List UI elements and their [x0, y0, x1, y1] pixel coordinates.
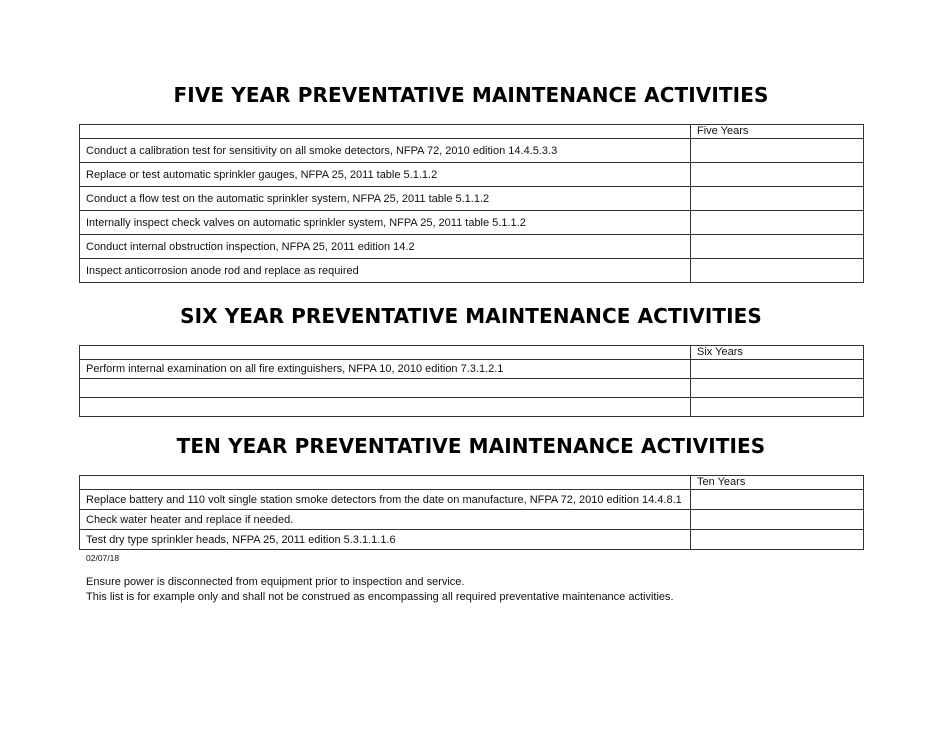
five-year-title: FIVE YEAR PREVENTATIVE MAINTENANCE ACTIVITIES: [173, 83, 769, 107]
table-row: [80, 530, 864, 550]
activity-cell: Conduct internal obstruction inspection, NFPA 25, 2011 edition 14.2: [80, 235, 691, 259]
check-cell[interactable]: [691, 211, 864, 235]
table-row: [80, 187, 864, 211]
six-year-table: [79, 345, 864, 417]
check-cell[interactable]: [691, 510, 864, 530]
table-row: [80, 510, 864, 530]
activity-cell: Test dry type sprinkler heads, NFPA 25, 2011 edition 5.3.1.1.1.6: [80, 530, 691, 550]
activity-cell: Conduct a flow test on the automatic sprinkler system, NFPA 25, 2011 table 5.1.1.2: [80, 187, 691, 211]
activity-header-cell: [80, 346, 691, 360]
activity-cell: Check water heater and replace if needed.: [80, 510, 691, 530]
six-years-header: Six Years: [691, 346, 864, 360]
table-row: [80, 163, 864, 187]
table-row: [80, 379, 864, 398]
table-header-row: [80, 125, 864, 139]
table-row: [80, 360, 864, 379]
check-cell[interactable]: [691, 530, 864, 550]
ten-years-header: Ten Years: [691, 476, 864, 490]
check-cell[interactable]: [691, 259, 864, 283]
check-cell[interactable]: [691, 360, 864, 379]
activity-cell: Internally inspect check valves on automatic sprinkler system, NFPA 25, 2011 table 5.1.1.2: [80, 211, 691, 235]
table-header-row: [80, 346, 864, 360]
power-disconnect-note: Ensure power is disconnected from equipment prior to inspection and service.: [86, 576, 465, 588]
six-year-title: SIX YEAR PREVENTATIVE MAINTENANCE ACTIVITIES: [180, 304, 762, 328]
activity-cell: Replace battery and 110 volt single station smoke detectors from the date on manufacture, NFPA 72, 2010 edition 14.4.8.1: [80, 490, 691, 510]
table-row: [80, 211, 864, 235]
activity-header-cell: [80, 125, 691, 139]
check-cell[interactable]: [691, 187, 864, 211]
check-cell[interactable]: [691, 235, 864, 259]
check-cell[interactable]: [691, 163, 864, 187]
five-year-table: [79, 124, 864, 283]
table-row: [80, 139, 864, 163]
table-row: [80, 490, 864, 510]
ten-year-table: [79, 475, 864, 550]
table-row: [80, 259, 864, 283]
table-row: [80, 398, 864, 417]
activity-cell: Perform internal examination on all fire extinguishers, NFPA 10, 2010 edition 7.3.1.2.1: [80, 360, 691, 379]
footer-notes: [86, 575, 674, 605]
five-years-header: Five Years: [691, 125, 864, 139]
table-header-row: [80, 476, 864, 490]
ten-year-title: TEN YEAR PREVENTATIVE MAINTENANCE ACTIVITIES: [176, 434, 766, 458]
disclaimer-note: This list is for example only and shall not be construed as encompassing all required preventative maintenance activities.: [86, 591, 674, 603]
activity-cell: Conduct a calibration test for sensitivity on all smoke detectors, NFPA 72, 2010 edition 14.4.5.3.3: [80, 139, 691, 163]
check-cell[interactable]: [691, 139, 864, 163]
activity-cell: Inspect anticorrosion anode rod and replace as required: [80, 259, 691, 283]
activity-cell: [80, 398, 691, 417]
check-cell[interactable]: [691, 490, 864, 510]
check-cell[interactable]: [691, 398, 864, 417]
table-row: [80, 235, 864, 259]
revision-date: 02/07/18: [86, 553, 120, 563]
activity-cell: Replace or test automatic sprinkler gauges, NFPA 25, 2011 table 5.1.1.2: [80, 163, 691, 187]
activity-header-cell: [80, 476, 691, 490]
activity-cell: [80, 379, 691, 398]
check-cell[interactable]: [691, 379, 864, 398]
